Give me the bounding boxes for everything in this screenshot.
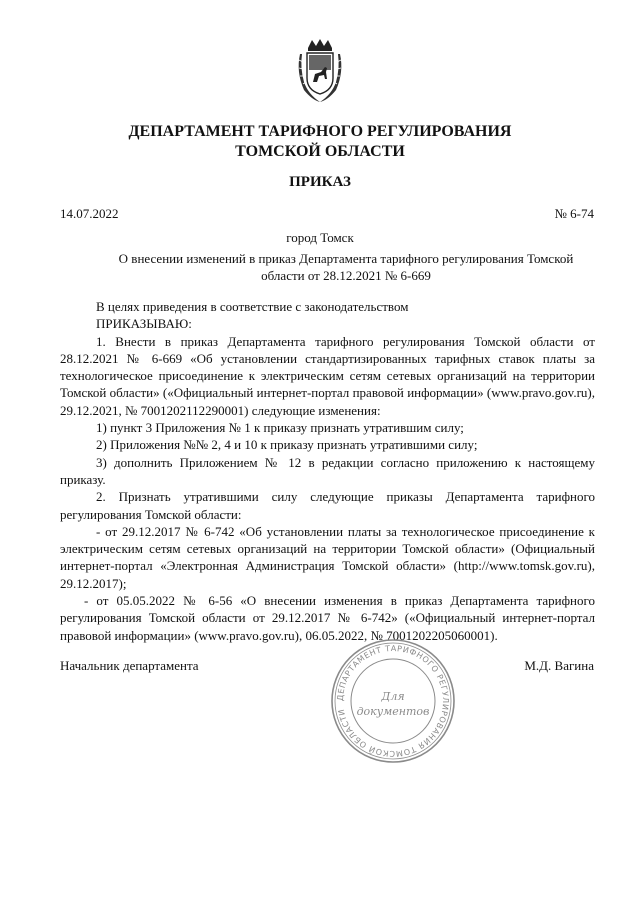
stamp-center-line-2: документов — [356, 705, 430, 718]
department-name — [0, 122, 640, 162]
signer-position: Начальник департамента — [60, 658, 199, 673]
order-body — [60, 298, 595, 644]
item-2: 2. Признать утратившими силу следующие приказы Департамента тарифного регулирования Томской области: — [60, 489, 595, 522]
stamp-ring-text: ДЕПАРТАМЕНТ ТАРИФНОГО РЕГУЛИРОВАНИЯ ТОМСКОЙ ОБЛАСТИ — [335, 643, 451, 759]
preamble: В целях приведения в соответствие с законодательством — [96, 299, 409, 314]
dash-item-1: - от 29.12.2017 № 6-742 «Об установлении платы за технологическое присоединение к электрическим сетям сетевых организаций на территории Томской области» (Официальный интернет-портал «Электронная Администрация Томской области» (http://www.tomsk.gov.ru), 29.12.2017); — [60, 523, 595, 591]
signer-name: М.Д. Вагина — [524, 658, 594, 673]
department-line-1: ДЕПАРТАМЕНТ ТАРИФНОГО РЕГУЛИРОВАНИЯ — [128, 123, 512, 140]
order-number: № 6-74 — [554, 206, 594, 221]
doc-type-title: ПРИКАЗ — [289, 174, 351, 190]
sub-item-1: 1) пункт 3 Приложения № 1 к приказу признать утратившим силу; — [96, 420, 464, 436]
item-1: 1. Внести в приказ Департамента тарифного регулирования Томской области от 28.12.2021 № 6-669 «Об установлении стандартизированных тарифных ставок платы за технологическое присоединение к электрическим сетям сетевых организаций на территории Томской области» («Официальный интернет-портал правовой информации» (www.pravo.gov.ru), 29.12.2021, № 7001202112290001) следующие изменения: — [60, 333, 595, 418]
sub-item-3: 3) дополнить Приложением № 12 в редакции согласно приложению к настоящему приказу. — [60, 454, 595, 487]
order-date: 14.07.2022 — [60, 206, 119, 221]
department-line-2: ТОМСКОЙ ОБЛАСТИ — [235, 143, 405, 160]
department-stamp — [330, 638, 456, 764]
tomsk-coat-of-arms-icon — [294, 38, 346, 104]
stamp-center-line-1: Для — [381, 690, 405, 703]
order-subject: О внесении изменений в приказ Департамента тарифного регулирования Томской области от 28.12.2021 № 6-669 — [118, 251, 574, 283]
city: город Томск — [286, 230, 354, 245]
dash-item-2: - от 05.05.2022 № 6-56 «О внесении изменения в приказ Департамента тарифного регулирования Томской области от 29.12.2017 № 6-742» («Официальный интернет-портал правовой информации» (www.pravo.gov.ru), 06.05.2022, № 7001202205060001). — [60, 593, 595, 643]
order-word: ПРИКАЗЫВАЮ: — [96, 316, 192, 332]
sub-item-2: 2) Приложения №№ 2, 4 и 10 к приказу признать утратившими силу; — [96, 437, 478, 453]
